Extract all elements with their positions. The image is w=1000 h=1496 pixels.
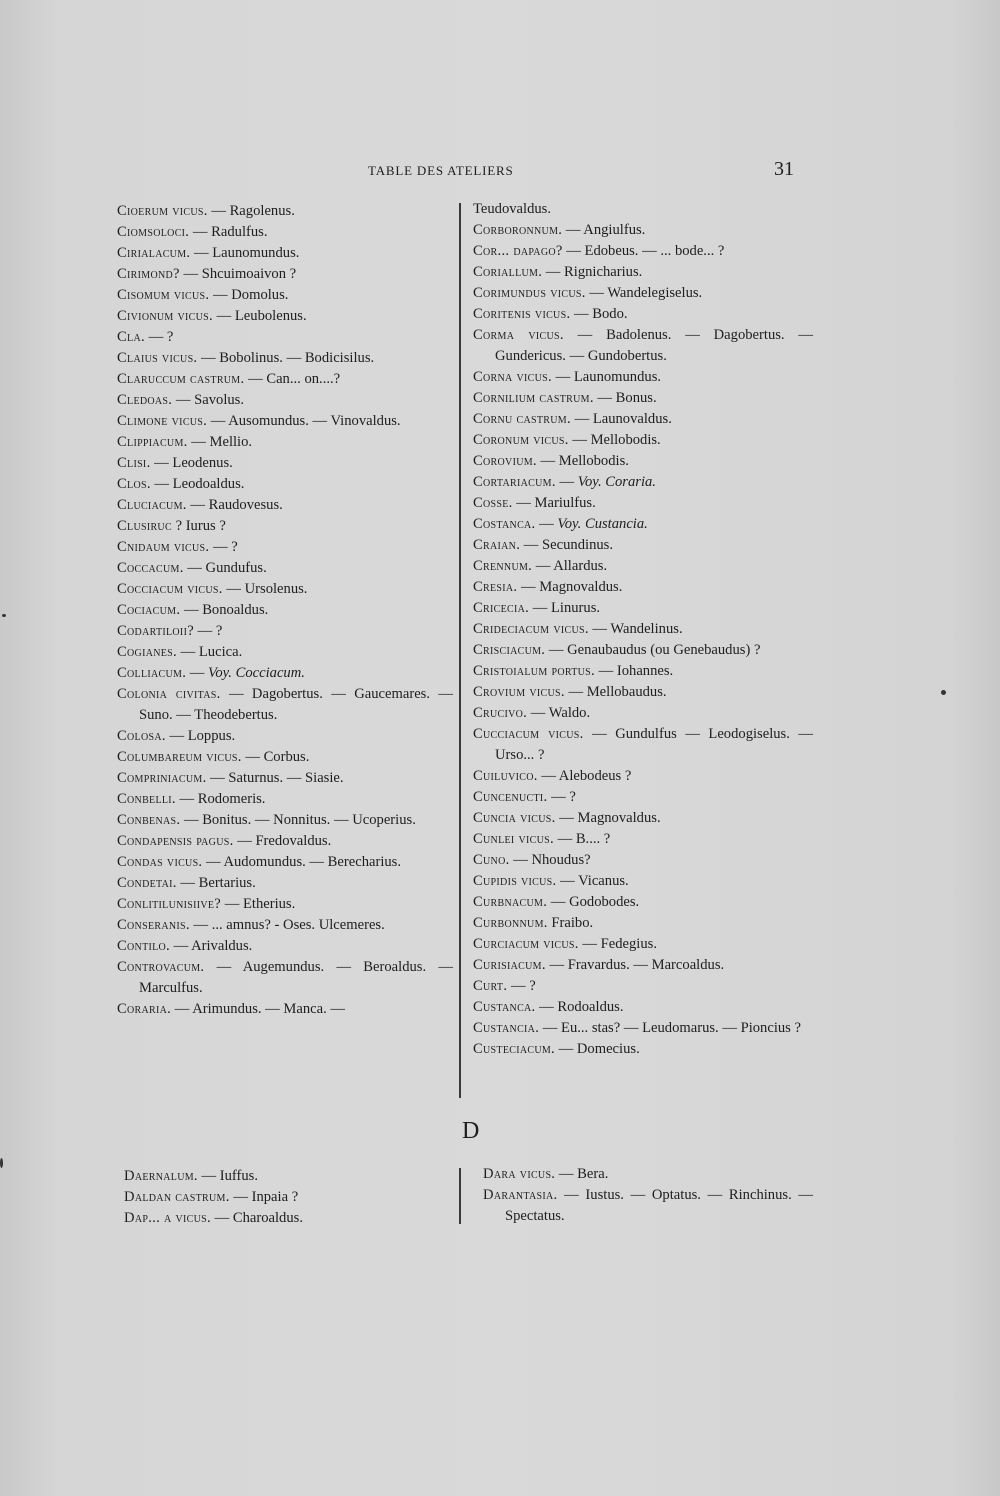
place-name: Conseranis. <box>117 917 190 933</box>
index-entry <box>117 600 453 621</box>
index-entry <box>117 642 453 663</box>
index-entry <box>483 1164 813 1185</box>
section-right-column <box>483 1164 813 1227</box>
moneyer-names: — Eu... stas? — Leudomarus. — Pioncius ? <box>539 1020 801 1036</box>
moneyer-names: — Arimundus. — Manca. — <box>171 1001 346 1017</box>
index-entry <box>473 241 813 262</box>
moneyer-names: — Vicanus. <box>556 873 629 889</box>
place-name: Cuno. <box>473 852 510 868</box>
place-name: Cirimond? <box>117 266 180 282</box>
index-entry <box>473 220 813 241</box>
index-entry <box>473 472 813 493</box>
moneyer-names: — Bobolinus. — Bodicisilus. <box>197 350 375 366</box>
ink-speck <box>941 690 946 695</box>
place-name: Cluciacum. <box>117 497 187 513</box>
moneyer-names: — B.... ? <box>553 831 611 847</box>
moneyer-names: — ? <box>507 978 536 994</box>
index-entry <box>473 535 813 556</box>
moneyer-names: — Charoaldus. <box>210 1210 303 1226</box>
index-entry <box>473 451 813 472</box>
index-entry <box>117 621 453 642</box>
place-name: Crisciacum. <box>473 642 546 658</box>
index-entry <box>473 367 813 388</box>
moneyer-names: — Etherius. <box>221 896 296 912</box>
place-name: Claruccum castrum. <box>117 371 245 387</box>
place-name: Colliacum. <box>117 665 187 681</box>
moneyer-names: — Iohannes. <box>594 663 674 679</box>
index-entry <box>117 663 453 684</box>
index-entry <box>117 306 453 327</box>
place-name: Cisomum vicus. <box>117 287 210 303</box>
index-entry <box>473 409 813 430</box>
moneyer-names: — Mellio. <box>187 434 253 450</box>
cross-reference: Voy. Custancia. <box>557 516 648 532</box>
moneyer-names: — Fravardus. — Marcoaldus. <box>545 957 725 973</box>
index-entry <box>473 619 813 640</box>
place-name: Cirialacum. <box>117 245 191 261</box>
index-entry <box>473 892 813 913</box>
index-entry <box>473 703 813 724</box>
left-column <box>117 201 453 1020</box>
moneyer-names: — Wandelegiselus. <box>585 285 703 301</box>
index-entry <box>117 495 453 516</box>
index-entry <box>473 304 813 325</box>
index-entry <box>117 243 453 264</box>
moneyer-names: — Iuffus. <box>197 1168 258 1184</box>
index-entry <box>473 493 813 514</box>
index-entry <box>117 579 453 600</box>
moneyer-names: — Rodomeris. <box>175 791 266 807</box>
section-left-column <box>124 1166 454 1229</box>
cross-reference: Voy. Cocciacum. <box>208 665 305 681</box>
moneyer-names: — Linurus. <box>529 600 601 616</box>
index-entry <box>117 558 453 579</box>
index-entry <box>117 369 453 390</box>
moneyer-names: — Savolus. <box>172 392 244 408</box>
page-number: 31 <box>774 158 794 180</box>
place-name: Condapensis pagus. <box>117 833 234 849</box>
index-entry <box>473 850 813 871</box>
moneyer-names: — Genaubaudus (ou Genebaudus) ? <box>545 642 761 658</box>
place-name: Controvacum. <box>117 959 205 975</box>
moneyer-names: — Bonoaldus. <box>180 602 269 618</box>
index-entry <box>473 430 813 451</box>
index-entry <box>473 283 813 304</box>
place-name: Curciacum vicus. <box>473 936 579 952</box>
moneyer-names: — Domecius. <box>555 1041 640 1057</box>
index-entry <box>117 915 453 936</box>
index-entry <box>473 388 813 409</box>
index-entry <box>473 955 813 976</box>
place-name: Dap... a vicus. <box>124 1210 211 1226</box>
moneyer-names: — Leubolenus. <box>212 308 307 324</box>
place-name: Cornilium castrum. <box>473 390 594 406</box>
moneyer-names: — Bonus. <box>593 390 657 406</box>
moneyer-names: — Leodenus. <box>150 455 233 471</box>
moneyer-names: — Saturnus. — Siasie. <box>206 770 344 786</box>
place-name: Cupidis vicus. <box>473 873 557 889</box>
index-entry <box>117 327 453 348</box>
place-name: Cocciacum vicus. <box>117 581 223 597</box>
moneyer-names: — ? <box>144 329 174 345</box>
index-entry <box>117 810 453 831</box>
place-name: Contilo. <box>117 938 170 954</box>
index-entry <box>473 787 813 808</box>
place-name: Corboronnum. <box>473 222 563 238</box>
place-name: Cociacum. <box>117 602 181 618</box>
place-name: Cosse. <box>473 495 513 511</box>
place-name: Cledoas. <box>117 392 173 408</box>
place-name: Cnidaum vicus. <box>117 539 210 555</box>
moneyer-names: — Inpaia ? <box>229 1189 299 1205</box>
place-name: Craian. <box>473 537 521 553</box>
index-entry <box>473 808 813 829</box>
index-entry <box>117 411 453 432</box>
index-entry <box>124 1208 454 1229</box>
place-name: Custanca. <box>473 999 536 1015</box>
index-entry <box>117 747 453 768</box>
moneyer-names: — Radulfus. <box>189 224 268 240</box>
index-entry <box>473 1018 813 1039</box>
index-entry <box>473 661 813 682</box>
index-entry <box>117 264 453 285</box>
place-name: Coronum vicus. <box>473 432 569 448</box>
index-entry <box>117 999 453 1020</box>
moneyer-names: — Ragolenus. <box>207 203 295 219</box>
moneyer-names: — Audomundus. — Berecharius. <box>202 854 402 870</box>
place-name: Cortariacum. <box>473 474 556 490</box>
moneyer-names: — ? <box>193 623 223 639</box>
moneyer-names: — Magnovaldus. <box>555 810 661 826</box>
moneyer-names: — Arivaldus. <box>170 938 253 954</box>
place-name: Coritenis vicus. <box>473 306 571 322</box>
moneyer-names: — Launomundus. <box>190 245 300 261</box>
place-name: Custeciacum. <box>473 1041 555 1057</box>
moneyer-names: — Shcuimoaivon ? <box>179 266 297 282</box>
place-name: Condas vicus. <box>117 854 203 870</box>
place-name: Curbonnum. <box>473 915 548 931</box>
place-name: Conbelli. <box>117 791 176 807</box>
place-name: Coraria. <box>117 1001 172 1017</box>
index-entry <box>483 1185 813 1227</box>
moneyer-names: — Mariulfus. <box>512 495 596 511</box>
moneyer-names: — Mellobodis. <box>568 432 661 448</box>
moneyer-names: — <box>535 516 558 532</box>
index-entry <box>117 453 453 474</box>
place-name: Cornu castrum. <box>473 411 571 427</box>
place-name: Compriniacum. <box>117 770 207 786</box>
place-name: Claius vicus. <box>117 350 198 366</box>
place-name: Colosa. <box>117 728 166 744</box>
place-name: Cristoialum portus. <box>473 663 595 679</box>
place-name: Crovium vicus. <box>473 684 565 700</box>
place-name: Cresia. <box>473 579 518 595</box>
index-entry <box>117 201 453 222</box>
moneyer-names: — Domolus. <box>209 287 289 303</box>
index-entry <box>117 348 453 369</box>
index-entry <box>117 537 453 558</box>
place-name: Clippiacum. <box>117 434 188 450</box>
moneyer-names: — ... amnus? - Oses. Ulcemeres. <box>189 917 385 933</box>
index-entry <box>124 1166 454 1187</box>
moneyer-names: — Badolenus. — Dagobertus. — Gundericus. — Gundobertus. <box>495 327 813 364</box>
place-name: Curisiacum. <box>473 957 546 973</box>
index-entry <box>473 640 813 661</box>
moneyer-names: — Fredovaldus. <box>233 833 332 849</box>
index-entry <box>473 934 813 955</box>
index-entry <box>473 598 813 619</box>
index-entry <box>473 871 813 892</box>
index-entry <box>117 957 453 999</box>
ink-speck <box>0 1158 3 1168</box>
moneyer-names: Teudovaldus. <box>473 201 552 217</box>
place-name: Cor... dapago? <box>473 243 563 259</box>
place-name: Coccacum. <box>117 560 184 576</box>
moneyer-names: — Ursolenus. <box>222 581 308 597</box>
index-entry <box>473 199 813 220</box>
index-entry <box>473 976 813 997</box>
index-entry <box>117 390 453 411</box>
moneyer-names: — Bonitus. — Nonnitus. — Ucoperius. <box>180 812 416 828</box>
place-name: Clisi. <box>117 455 151 471</box>
place-name: Custancia. <box>473 1020 540 1036</box>
place-name: Cioerum vicus. <box>117 203 208 219</box>
moneyer-names: — Fedegius. <box>578 936 657 952</box>
place-name: Dara vicus. <box>483 1166 556 1182</box>
moneyer-names: — Angiulfus. <box>562 222 646 238</box>
moneyer-names: — Magnovaldus. <box>517 579 623 595</box>
place-name: Cuncenucti. <box>473 789 548 805</box>
place-name: Codartiloii? <box>117 623 194 639</box>
moneyer-names: Fraibo. <box>547 915 594 931</box>
moneyer-names: — Mellobodis. <box>536 453 629 469</box>
index-entry <box>473 577 813 598</box>
index-entry <box>117 852 453 873</box>
place-name: Conlitilunisiive? <box>117 896 222 912</box>
index-entry <box>117 516 453 537</box>
moneyer-names: — Ausomundus. — Vinovaldus. <box>207 413 401 429</box>
moneyer-names: — Launovaldus. <box>570 411 672 427</box>
place-name: Crennum. <box>473 558 533 574</box>
place-name: Coriallum. <box>473 264 543 280</box>
moneyer-names: — ? <box>209 539 238 555</box>
index-entry <box>117 831 453 852</box>
place-name: Columbareum vicus. <box>117 749 242 765</box>
index-entry <box>473 766 813 787</box>
moneyer-names: — Allardus. <box>532 558 608 574</box>
place-name: Curbnacum. <box>473 894 548 910</box>
column-divider <box>459 203 461 1098</box>
right-column <box>473 199 813 1060</box>
moneyer-names: — Raudovesus. <box>186 497 283 513</box>
ink-speck <box>2 614 6 617</box>
place-name: Cucciacum vicus. <box>473 726 584 742</box>
moneyer-names: — Alebodeus ? <box>537 768 632 784</box>
place-name: Corma vicus. <box>473 327 564 343</box>
index-entry <box>473 724 813 766</box>
index-entry <box>117 894 453 915</box>
moneyer-names: — Gundufus. <box>183 560 267 576</box>
section-letter-heading: D <box>462 1118 480 1144</box>
index-entry <box>473 325 813 367</box>
moneyer-names: — Gundulfus — Leodogiselus. — Urso... ? <box>495 726 813 763</box>
place-name: Cuncia vicus. <box>473 810 556 826</box>
place-name: Cogianes. <box>117 644 177 660</box>
moneyer-names: — Rodoaldus. <box>535 999 624 1015</box>
index-entry <box>117 285 453 306</box>
place-name: Clusiruc <box>117 518 172 534</box>
moneyer-names: — Nhoudus? <box>509 852 591 868</box>
place-name: Climone vicus. <box>117 413 208 429</box>
index-entry <box>117 726 453 747</box>
cross-reference: Voy. Coraria. <box>577 474 656 490</box>
place-name: Cla. <box>117 329 145 345</box>
moneyer-names: — <box>186 665 209 681</box>
moneyer-names: — Leodoaldus. <box>150 476 245 492</box>
moneyer-names: — Mellobaudus. <box>564 684 667 700</box>
moneyer-names: — Bera. <box>555 1166 609 1182</box>
index-entry <box>473 829 813 850</box>
index-entry <box>473 1039 813 1060</box>
place-name: Corna vicus. <box>473 369 552 385</box>
index-entry <box>473 913 813 934</box>
place-name: Clos. <box>117 476 151 492</box>
moneyer-names: — Can... on....? <box>244 371 341 387</box>
index-entry <box>117 222 453 243</box>
place-name: Cunlei vicus. <box>473 831 554 847</box>
moneyer-names: — Wandelinus. <box>588 621 683 637</box>
moneyer-names: ? Iurus ? <box>171 518 226 534</box>
moneyer-names: — Lucica. <box>176 644 243 660</box>
place-name: Crideciacum vicus. <box>473 621 589 637</box>
place-name: Daernalum. <box>124 1168 198 1184</box>
section-column-divider <box>459 1168 461 1224</box>
index-entry <box>117 789 453 810</box>
moneyer-names: — Bodo. <box>570 306 628 322</box>
index-entry <box>117 432 453 453</box>
index-entry <box>473 997 813 1018</box>
moneyer-names: — Waldo. <box>527 705 591 721</box>
place-name: Ciomsoloci. <box>117 224 190 240</box>
place-name: Colonia civitas. <box>117 686 221 702</box>
moneyer-names: — Godobodes. <box>547 894 640 910</box>
moneyer-names: — Iustus. — Optatus. — Rinchinus. — Spectatus. <box>505 1187 813 1224</box>
place-name: Crucivo. <box>473 705 528 721</box>
place-name: Civionum vicus. <box>117 308 213 324</box>
index-entry <box>473 556 813 577</box>
place-name: Corimundus vicus. <box>473 285 586 301</box>
index-entry <box>473 682 813 703</box>
place-name: Condetai. <box>117 875 177 891</box>
moneyer-names: — Edobeus. — ... bode... ? <box>562 243 725 259</box>
index-entry <box>117 768 453 789</box>
place-name: Cricecia. <box>473 600 530 616</box>
index-entry <box>117 873 453 894</box>
index-entry <box>117 684 453 726</box>
moneyer-names: — <box>555 474 578 490</box>
moneyer-names: — Launomundus. <box>551 369 662 385</box>
place-name: Corovium. <box>473 453 537 469</box>
index-entry <box>124 1187 454 1208</box>
moneyer-names: — Dagobertus. — Gaucemares. — Suno. — Theodebertus. <box>139 686 453 723</box>
place-name: Conbenas. <box>117 812 181 828</box>
index-entry <box>117 936 453 957</box>
moneyer-names: — Augemundus. — Beroaldus. — Marculfus. <box>139 959 453 996</box>
moneyer-names: — Bertarius. <box>176 875 256 891</box>
index-entry <box>473 514 813 535</box>
place-name: Cuiluvico. <box>473 768 538 784</box>
index-entry <box>473 262 813 283</box>
index-entry <box>117 474 453 495</box>
place-name: Darantasia. <box>483 1187 558 1203</box>
moneyer-names: — Rignicharius. <box>542 264 643 280</box>
place-name: Daldan castrum. <box>124 1189 230 1205</box>
moneyer-names: — Secundinus. <box>520 537 613 553</box>
moneyer-names: — Corbus. <box>241 749 310 765</box>
moneyer-names: — Loppus. <box>165 728 236 744</box>
place-name: Curt. <box>473 978 508 994</box>
moneyer-names: — ? <box>547 789 576 805</box>
place-name: Costanca. <box>473 516 536 532</box>
running-title: TABLE DES ATELIERS <box>368 163 514 178</box>
